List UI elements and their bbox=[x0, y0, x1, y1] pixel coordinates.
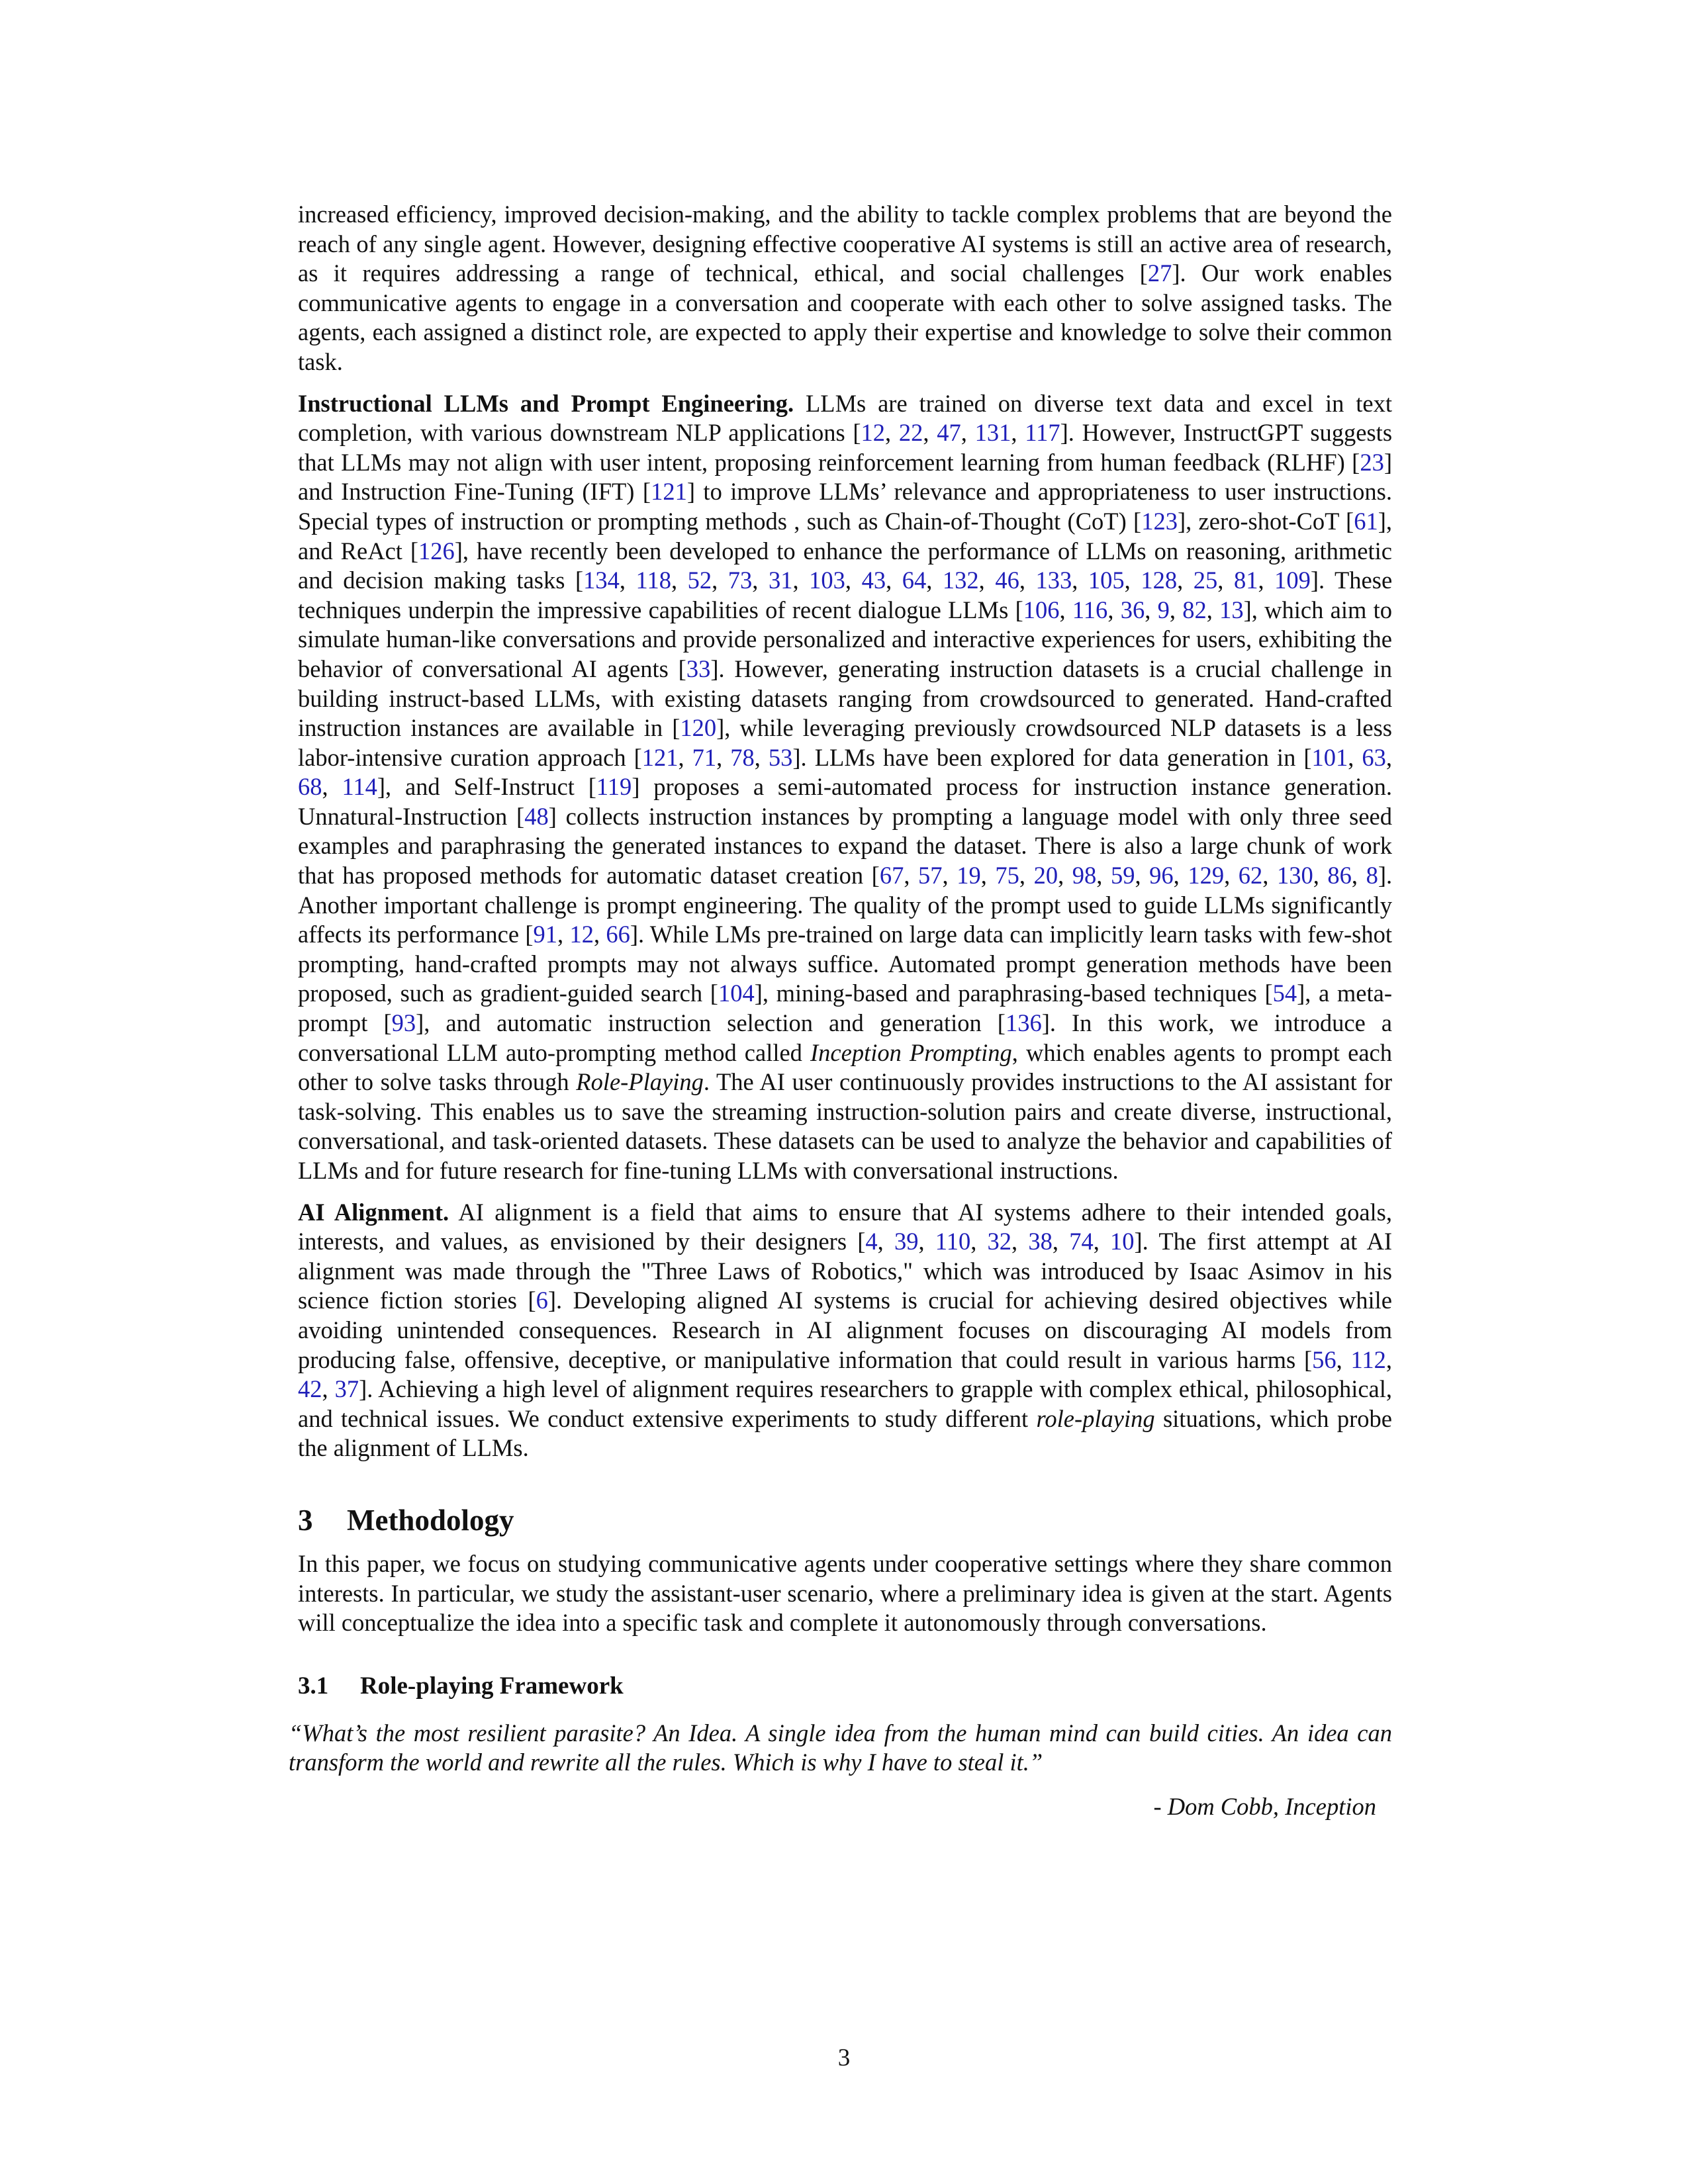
citation-separator: , bbox=[978, 567, 996, 594]
citation-link[interactable]: 6 bbox=[536, 1287, 548, 1314]
citation-separator: , bbox=[885, 419, 899, 447]
citation-link[interactable]: 81 bbox=[1233, 567, 1258, 594]
citation-link[interactable]: 120 bbox=[680, 714, 717, 742]
citation-link[interactable]: 114 bbox=[342, 773, 377, 801]
citation-link[interactable]: 101 bbox=[1311, 743, 1348, 771]
citation-link[interactable]: 12 bbox=[861, 419, 886, 447]
section-heading-methodology bbox=[298, 1502, 1392, 1539]
citation-separator: , bbox=[970, 1228, 988, 1255]
citation-link[interactable]: 46 bbox=[995, 567, 1019, 594]
subsection-heading-role-playing bbox=[298, 1671, 1392, 1702]
citation-separator: , bbox=[1217, 567, 1234, 594]
citation-group bbox=[1023, 596, 1244, 623]
citation-link[interactable]: 104 bbox=[718, 979, 755, 1007]
citation-link[interactable]: 123 bbox=[1141, 507, 1178, 535]
subsection-title: Role-playing Framework bbox=[360, 1672, 624, 1700]
citation-separator: , bbox=[886, 567, 902, 594]
citation-link[interactable]: 43 bbox=[861, 567, 886, 594]
citation-link[interactable]: 62 bbox=[1238, 862, 1263, 889]
citation-link[interactable]: 27 bbox=[1147, 259, 1172, 287]
citation-separator: , bbox=[961, 419, 975, 447]
citation-group bbox=[583, 567, 1311, 594]
citation-separator: , bbox=[1177, 567, 1194, 594]
citation-separator: , bbox=[1072, 567, 1088, 594]
citation-separator: , bbox=[904, 862, 919, 889]
citation-separator: , bbox=[752, 567, 769, 594]
citation-link[interactable]: 129 bbox=[1188, 862, 1225, 889]
intro-paragraph: increased efficiency, improved decision-making, and the ability to tackle complex problems that are beyond the reach of any single agent. However, designing effective cooperative AI systems is still an active area of research, as it requires addressing a range of technical, ethical, and social challenges [27]. Our work enables communicative agents to engage in a conversation and cooperate with each other to solve assigned tasks. The agents, each assigned a distinct role, are expected to apply their expertise and knowledge to solve their common task. bbox=[298, 201, 1392, 375]
citation-separator: , bbox=[1206, 596, 1220, 623]
citation-group bbox=[534, 921, 630, 948]
citation-separator: , bbox=[1058, 862, 1072, 889]
citation-link[interactable]: 132 bbox=[942, 567, 979, 594]
citation-link[interactable]: 98 bbox=[1072, 862, 1097, 889]
citation-link[interactable]: 130 bbox=[1276, 862, 1313, 889]
citation-link[interactable]: 91 bbox=[533, 921, 558, 948]
citation-separator: , bbox=[942, 862, 957, 889]
quote-attribution: - Dom Cobb, Inception bbox=[1153, 1792, 1376, 1820]
citation-link[interactable]: 61 bbox=[1354, 507, 1378, 535]
epigraph-quote: “What’s the most resilient parasite? An Idea. A single idea from the human mind can build cities. An idea can transform the world and rewrite all the rules. Which is why I have to steal it.” bbox=[289, 1719, 1392, 1776]
citation-link[interactable]: 19 bbox=[957, 862, 981, 889]
citation-separator: , bbox=[877, 1228, 894, 1255]
citation-separator: , bbox=[671, 567, 688, 594]
citation-group bbox=[880, 862, 1378, 889]
citation-separator: , bbox=[926, 567, 943, 594]
citation-separator: , bbox=[754, 743, 769, 771]
citation-separator: , bbox=[712, 567, 728, 594]
citation-link[interactable]: 109 bbox=[1274, 567, 1311, 594]
citation-link[interactable]: 103 bbox=[809, 567, 845, 594]
citation-group bbox=[642, 744, 793, 771]
citation-link[interactable]: 75 bbox=[995, 862, 1019, 889]
citation-link[interactable]: 4 bbox=[865, 1228, 878, 1255]
citation-separator: , bbox=[1351, 862, 1366, 889]
section-title: Methodology bbox=[347, 1503, 514, 1537]
citation-link[interactable]: 48 bbox=[524, 802, 549, 830]
citation-link[interactable]: 57 bbox=[918, 862, 943, 889]
citation-link[interactable]: 52 bbox=[687, 567, 712, 594]
citation-separator: , bbox=[980, 862, 996, 889]
citation-link[interactable]: 56 bbox=[1312, 1345, 1336, 1373]
citation-link[interactable]: 47 bbox=[937, 419, 961, 447]
citation-separator: , bbox=[593, 921, 606, 948]
citation-separator: , bbox=[845, 567, 862, 594]
ai-alignment-paragraph: AI Alignment. AI alignment is a field that aims to ensure that AI systems adhere to their intended goals, interests, and values, as envisioned by their designers [4, 39, 110, 32, 38, 74, 10]. The first attempt at AI alignment was made through the "Three Laws of Robotics," which was introduced by Isaac Asimov in his science fiction stories [6]. Developing aligned AI systems is crucial for achieving desired objectives while avoiding unintended consequences. Research in AI alignment focuses on discouraging AI models from producing false, offensive, deceptive, or manipulative information that could result in various harms [56, 112, 42, 37]. Achieving a high level of alignment requires researchers to grapple with complex ethical, philosophical, and technical issues. We conduct extensive experiments to study different role-playing situations, which probe the alignment of LLMs. bbox=[298, 1198, 1393, 1462]
citation-separator: , bbox=[1059, 596, 1072, 623]
citation-link[interactable]: 112 bbox=[1350, 1345, 1386, 1373]
citation-link[interactable]: 131 bbox=[974, 419, 1011, 447]
citation-link[interactable]: 121 bbox=[651, 478, 687, 506]
citation-link[interactable]: 25 bbox=[1193, 567, 1218, 594]
citation-separator: , bbox=[1348, 743, 1362, 771]
citation-link[interactable]: 68 bbox=[298, 773, 322, 801]
citation-link[interactable]: 63 bbox=[1362, 743, 1386, 771]
citation-separator: , bbox=[1107, 596, 1121, 623]
methodology-paragraph: In this paper, we focus on studying communicative agents under cooperative settings where they share common interests. In particular, we study the assistant-user scenario, where a preliminary idea is given at the start. Agents will conceptualize the idea into a specific task and complete it autonomously through conversations. bbox=[298, 1549, 1392, 1637]
citation-link[interactable]: 82 bbox=[1182, 596, 1207, 623]
citation-link[interactable]: 96 bbox=[1149, 862, 1174, 889]
citation-link[interactable]: 134 bbox=[583, 567, 620, 594]
citation-link[interactable]: 78 bbox=[730, 743, 755, 771]
citation-separator: , bbox=[1124, 567, 1141, 594]
citation-link[interactable]: 110 bbox=[935, 1228, 971, 1255]
citation-separator: , bbox=[1093, 1228, 1111, 1255]
citation-link[interactable]: 42 bbox=[298, 1375, 322, 1403]
citation-link[interactable]: 31 bbox=[768, 567, 793, 594]
citation-link[interactable]: 119 bbox=[596, 773, 632, 801]
page-number: 3 bbox=[837, 2044, 851, 2071]
citation-separator: , bbox=[918, 1228, 935, 1255]
citation-link[interactable]: 93 bbox=[391, 1009, 416, 1037]
citation-separator: , bbox=[1096, 862, 1111, 889]
citation-link[interactable]: 116 bbox=[1072, 596, 1108, 623]
citation-link[interactable]: 10 bbox=[1110, 1228, 1135, 1255]
citation-link[interactable]: 54 bbox=[1272, 979, 1297, 1007]
citation-separator: , bbox=[792, 567, 810, 594]
citation-link[interactable]: 121 bbox=[641, 743, 679, 771]
citation-link[interactable]: 59 bbox=[1110, 862, 1135, 889]
citation-link[interactable]: 74 bbox=[1069, 1228, 1094, 1255]
citation-link[interactable]: 9 bbox=[1157, 596, 1170, 623]
section-number: 3 bbox=[298, 1503, 313, 1537]
citation-link[interactable]: 86 bbox=[1327, 862, 1352, 889]
citation-link[interactable]: 12 bbox=[569, 921, 594, 948]
citation-separator: , bbox=[1262, 862, 1277, 889]
citation-separator: , bbox=[678, 743, 692, 771]
citation-link[interactable]: 33 bbox=[686, 655, 711, 682]
citation-link[interactable]: 36 bbox=[1120, 596, 1145, 623]
citation-separator: , bbox=[1135, 862, 1150, 889]
citation-link[interactable]: 8 bbox=[1366, 862, 1378, 889]
citation-link[interactable]: 106 bbox=[1023, 596, 1060, 623]
citation-separator: , bbox=[557, 921, 570, 948]
citation-link[interactable]: 39 bbox=[894, 1228, 919, 1255]
citation-link[interactable]: 128 bbox=[1141, 567, 1178, 594]
paper-page bbox=[289, 200, 1393, 1822]
citation-separator: , bbox=[1313, 862, 1328, 889]
citation-link[interactable]: 105 bbox=[1088, 567, 1125, 594]
citation-separator: , bbox=[619, 567, 636, 594]
citation-separator: , bbox=[1173, 862, 1188, 889]
citation-separator: , bbox=[716, 743, 731, 771]
citation-group bbox=[865, 1228, 1134, 1255]
citation-separator: , bbox=[1011, 419, 1025, 447]
citation-separator: , bbox=[1224, 862, 1239, 889]
paragraph-heading: Instructional LLMs and Prompt Engineering. bbox=[298, 389, 794, 417]
citation-link[interactable]: 64 bbox=[902, 567, 927, 594]
subsection-number: 3.1 bbox=[298, 1672, 329, 1700]
citation-separator: , bbox=[1385, 743, 1392, 771]
citation-link[interactable]: 73 bbox=[727, 567, 753, 594]
citation-separator: , bbox=[1169, 596, 1183, 623]
paragraph-heading: AI Alignment. bbox=[298, 1198, 449, 1226]
citation-link[interactable]: 117 bbox=[1025, 419, 1060, 447]
citation-link[interactable]: 23 bbox=[1360, 448, 1384, 476]
citation-link[interactable]: 126 bbox=[418, 537, 455, 565]
citation-separator: , bbox=[923, 419, 937, 447]
citation-link[interactable]: 38 bbox=[1028, 1228, 1053, 1255]
citation-separator: , bbox=[1019, 567, 1036, 594]
citation-link[interactable]: 118 bbox=[635, 567, 671, 594]
instructional-llms-paragraph: Instructional LLMs and Prompt Engineering. LLMs are trained on diverse text data and excel in text completion, with various downstream NLP applications [12, 22, 47, 131, 117]. However, InstructGPT suggests that LLMs may not align with user intent, proposing reinforcement learning from human feedback (RLHF) [23] and Instruction Fine-Tuning (IFT) [121] to improve LLMs’ relevance and appropriateness to user instructions. Special types of instruction or prompting methods , such as Chain-of-Thought (CoT) [123], zero-shot-CoT [61], and ReAct [126], have recently been developed to enhance the performance of LLMs on reasoning, arithmetic and decision making tasks [134, 118, 52, 73, 31, 103, 43, 64, 132, 46, 133, 105, 128, 25, 81, 109]. These techniques underpin the impressive capabilities of recent dialogue LLMs [106, 116, 36, 9, 82, 13], which aim to simulate human-like conversations and provide personalized and interactive experiences for users, exhibiting the behavior of conversational AI agents [33]. However, generating instruction datasets is a crucial challenge in building instruct-based LLMs, with existing datasets ranging from crowdsourced to generated. Hand-crafted instruction instances are available in [120], while leveraging previously crowdsourced NLP datasets is a less labor-intensive curation approach [121, 71, 78, 53]. LLMs have been explored for data generation in [101, 63, 68, 114], and Self-Instruct [119] proposes a semi-automated process for instruction instance generation. Unnatural-Instruction [48] collects instruction instances by prompting a language model with only three seed examples and paraphrasing the generated instances to expand the dataset. There is also a large chunk of work that has proposed methods for automatic dataset creation [67, 57, 19, 75, 20, 98, 59, 96, 129, 62, 130, 86, 8]. Another important challenge is prompt engineering. The quality of the prompt used to guide LLMs significantly affects its performance [91, 12, 66]. While LMs pre-trained on large data can implicitly learn tasks with few-shot prompting, hand-crafted prompts may not always suffice. Automated prompt generation methods have been proposed, such as gradient-guided search [104], mining-based and paraphrasing-based techniques [54], a meta-prompt [93], and automatic instruction selection and generation [136]. In this work, we introduce a conversational LLM auto-prompting method called Inception Prompting, which enables agents to prompt each other to solve tasks through Role-Playing. The AI user continuously provides instructions to the AI assistant for task-solving. This enables us to save the streaming instruction-solution pairs and create diverse, instructional, conversational, and task-oriented datasets. These datasets can be used to analyze the behavior and capabilities of LLMs and for future research for fine-tuning LLMs with conversational instructions. bbox=[298, 389, 1393, 1184]
citation-link[interactable]: 37 bbox=[334, 1375, 359, 1403]
citation-link[interactable]: 22 bbox=[898, 419, 923, 447]
citation-separator: , bbox=[1258, 567, 1275, 594]
citation-link[interactable]: 133 bbox=[1035, 567, 1072, 594]
citation-link[interactable]: 53 bbox=[768, 743, 793, 771]
citation-separator: , bbox=[322, 773, 342, 801]
citation-link[interactable]: 20 bbox=[1033, 862, 1058, 889]
citation-link[interactable]: 13 bbox=[1219, 596, 1244, 623]
citation-link[interactable]: 71 bbox=[692, 743, 717, 771]
citation-group bbox=[861, 419, 1060, 446]
citation-separator: , bbox=[1385, 1345, 1392, 1373]
citation-separator: , bbox=[1019, 862, 1034, 889]
citation-link[interactable]: 66 bbox=[606, 921, 630, 948]
citation-separator: , bbox=[1011, 1228, 1029, 1255]
citation-separator: , bbox=[1145, 596, 1158, 623]
citation-separator: , bbox=[1336, 1345, 1351, 1373]
citation-separator: , bbox=[1052, 1228, 1070, 1255]
citation-separator: , bbox=[322, 1375, 335, 1403]
citation-link[interactable]: 67 bbox=[879, 862, 904, 889]
citation-link[interactable]: 32 bbox=[987, 1228, 1012, 1255]
citation-link[interactable]: 136 bbox=[1005, 1009, 1042, 1037]
